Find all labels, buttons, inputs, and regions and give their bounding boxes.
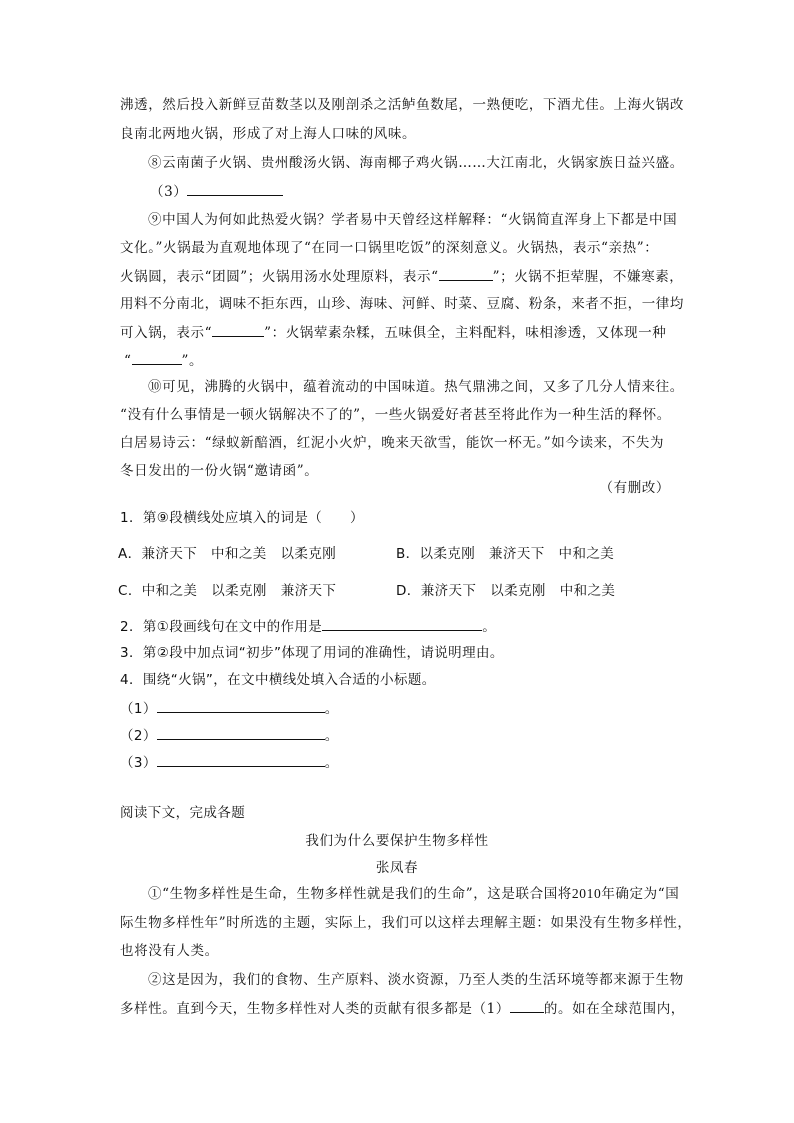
paragraph-9-line-3: [120, 266, 683, 287]
paragraph-10-line-3: 白居易诗云：“绿蚁新醅酒，红泥小火炉，晚来天欲雪，能饮一杯无。”如今读来，不失为: [120, 435, 665, 451]
question-4-item-1: [120, 698, 339, 719]
subheading-3-blank[interactable]: [187, 181, 283, 196]
passage-2-paragraph-1-line-2: 际生物多样性年”时所选的主题，实际上，我们可以这样去理解主题：如果没有生物多样性，: [120, 915, 692, 931]
question-4-item-1-label: （1）: [120, 701, 157, 717]
paragraph-8: ⑧云南菌子火锅、贵州酸汤火锅、海南椰子鸡火锅……大江南北，火锅家族日益兴盛。: [148, 155, 684, 171]
question-1: 1．第⑨段横线处应填入的词是（ ）: [120, 510, 364, 526]
paragraph-10-line-2: “没有什么事情是一顿火锅解决不了的”，一些火锅爱好者甚至将此作为一种生活的释怀。: [120, 407, 671, 423]
edited-note: （有删改）: [599, 480, 670, 496]
passage-2-paragraph-1-line-1-text-a: ①“生物多样性是生命，生物多样性就是我们的生命”，这是联合国将: [148, 886, 572, 902]
paragraph-9-line-5: [120, 322, 666, 343]
question-4-item-2-label: （2）: [120, 728, 157, 744]
question-4-item-3-label: （3）: [120, 755, 157, 771]
paragraph-10-line-1: ⑩可见，沸腾的火锅中，蕴着流动的中国味道。热气鼎沸之间，又多了几分人情来往。: [148, 379, 684, 395]
question-4-item-1-end: 。: [324, 701, 339, 717]
paragraph-9-line-6: [124, 350, 203, 371]
question-4-item-3-blank[interactable]: [157, 752, 325, 767]
paragraph-9-line-5-text-a: 可入锅，表示“: [120, 325, 213, 341]
question-4-item-2-blank[interactable]: [157, 725, 325, 740]
question-4: 4．围绕“火锅”，在文中横线处填入合适的小标题。: [120, 672, 436, 688]
question-2-end: 。: [482, 619, 497, 635]
paragraph-7-line-2: 良南北两地火锅，形成了对上海人口味的风味。: [120, 126, 417, 142]
passage-2-year: 2010: [571, 886, 602, 901]
paragraph-9-line-2: 文化。”火锅最为直观地体现了“在同一口锅里吃饭”的深刻意义。火锅热，表示“亲热”：: [120, 240, 659, 256]
question-1-option-c[interactable]: C．中和之美 以柔克刚 兼济天下: [118, 583, 337, 599]
question-2: [120, 616, 496, 637]
subheading-3-label: （3）: [150, 184, 188, 200]
passage-2-blank-1[interactable]: [510, 998, 544, 1013]
question-4-item-2: [120, 725, 339, 746]
paragraph-9-line-5-text-b: ”：火锅荤素杂糅，五味俱全，主料配料，味相渗透，又体现一种: [264, 325, 667, 341]
passage-2-paragraph-1-line-1: [148, 884, 679, 904]
question-1-option-b[interactable]: B．以柔克刚 兼济天下 中和之美: [396, 546, 615, 562]
passage-2-paragraph-2-line-2-text-b: 的。如在全球范围内，: [543, 1001, 685, 1017]
passage-2-paragraph-2-line-1: ②这是因为，我们的食物、生产原料、淡水资源，乃至人类的生活环境等都来源于生物: [148, 972, 684, 988]
paragraph-9-line-3-text-a: 火锅圆，表示“团圆”；火锅用汤水处理原料，表示“: [120, 269, 439, 285]
passage-2-paragraph-1-line-1-text-c: 年确定为“国: [601, 886, 680, 902]
passage-2-paragraph-1-line-3: 也将没有人类。: [120, 943, 219, 959]
article-title: 我们为什么要保护生物多样性: [305, 833, 489, 849]
paragraph-9-line-6-text-b: ”。: [181, 353, 204, 369]
question-1-option-d[interactable]: D．兼济天下 以柔克刚 中和之美: [396, 583, 616, 599]
question-4-item-3: [120, 752, 339, 773]
subheading-3: [150, 181, 283, 202]
paragraph-9-blank-1[interactable]: [439, 266, 493, 281]
paragraph-9-blank-3[interactable]: [132, 350, 182, 365]
question-2-blank[interactable]: [322, 616, 482, 631]
passage-2-paragraph-2-line-2-text-a: 多样性。直到今天，生物多样性对人类的贡献有很多都是（1）: [120, 1001, 510, 1017]
question-4-item-2-end: 。: [324, 728, 339, 744]
article-author: 张凤春: [375, 860, 419, 876]
question-4-item-1-blank[interactable]: [157, 698, 325, 713]
paragraph-7-line-1: 沸透，然后投入新鲜豆苗数茎以及刚剖杀之活鲈鱼数尾，一熟便吃，下酒尤佳。上海火锅改: [120, 97, 684, 113]
question-3: 3．第②段中加点词“初步”体现了用词的准确性，请说明理由。: [120, 645, 504, 661]
paragraph-10-line-4: 冬日发出的一份火锅“邀请函”。: [120, 463, 319, 479]
paragraph-9-line-4: 用料不分南北，调味不拒东西，山珍、海味、河鲜、时菜、豆腐、粉条，来者不拒，一律均: [120, 296, 684, 312]
question-2-text: 2．第①段画线句在文中的作用是: [120, 619, 323, 635]
question-4-item-3-end: 。: [324, 755, 339, 771]
passage-2-paragraph-2-line-2: [120, 998, 685, 1019]
paragraph-9-line-3-text-b: ”；火锅不拒荤腥，不嫌寒素，: [492, 269, 684, 285]
paragraph-9-line-6-text-a: “: [124, 353, 132, 369]
reading-intro: 阅读下文，完成各题: [120, 805, 246, 821]
paragraph-9-line-1: ⑨中国人为何如此热爱火锅？学者易中天曾经这样解释：“火锅简直浑身上下都是中国: [148, 212, 678, 228]
paragraph-9-blank-2[interactable]: [212, 322, 264, 337]
question-1-option-a[interactable]: A．兼济天下 中和之美 以柔克刚: [118, 546, 337, 562]
